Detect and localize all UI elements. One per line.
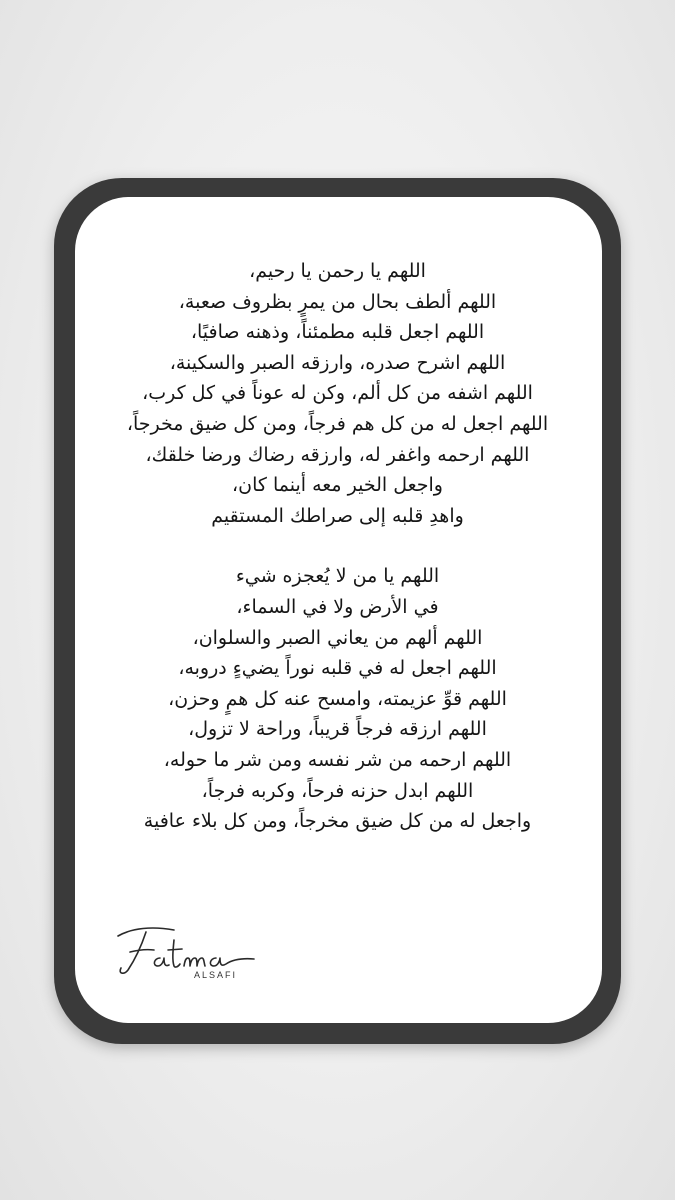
text-line: اللهم يا رحمن يا رحيم، [249,260,426,282]
text-line: اللهم اجعل له من كل هم فرجاً، ومن كل ضيق مخرجاً، [126,412,549,435]
text-line: اللهم ارحمه من شر نفسه ومن شر ما حوله، [163,748,512,771]
text-line: اللهم اجعل له في قلبه نوراً يضيءٍ دروبه، [178,657,497,680]
stanza-1 [0,256,675,531]
text-line: اللهم ألهم من يعاني الصبر والسلوان، [192,626,483,649]
text-line: في الأرض ولا في السماء، [236,595,439,618]
text-line: واجعل الخير معه أينما كان، [232,474,443,497]
text-line: واجعل له من كل ضيق مخرجاً، ومن كل بلاء عافية [143,810,532,833]
text-line: واهدِ قلبه إلى صراطك المستقيم [211,504,464,527]
signature-logo [112,918,272,998]
text-line: اللهم اشفه من كل ألم، وكن له عوناً في كل كرب، [142,382,533,405]
logo-subtitle: ALSAFI [194,970,238,980]
signature-script-icon [112,918,272,978]
text-line: اللهم ارحمه واغفر له، وارزقه رضاك ورضا خلقك، [145,443,530,466]
text-line: اللهم اجعل قلبه مطمئناً، وذهنه صافيًا، [190,321,485,344]
text-line: اللهم ارزقه فرجاً قريباً، وراحة لا تزول، [188,718,487,741]
text-line: اللهم ألطف بحال من يمرٍ بظروف صعبة، [178,290,497,313]
text-line: اللهم ابدل حزنه فرحاً، وكربه فرجاً، [201,779,474,802]
text-line: اللهم قوِّ عزيمته، وامسح عنه كل همٍ وحزن، [168,687,507,710]
prayer-text [0,256,675,837]
text-line: اللهم يا من لا يُعجزه شيء [235,565,440,588]
stanza-2 [0,561,675,836]
text-line: اللهم اشرح صدره، وارزقه الصبر والسكينة، [169,351,506,374]
